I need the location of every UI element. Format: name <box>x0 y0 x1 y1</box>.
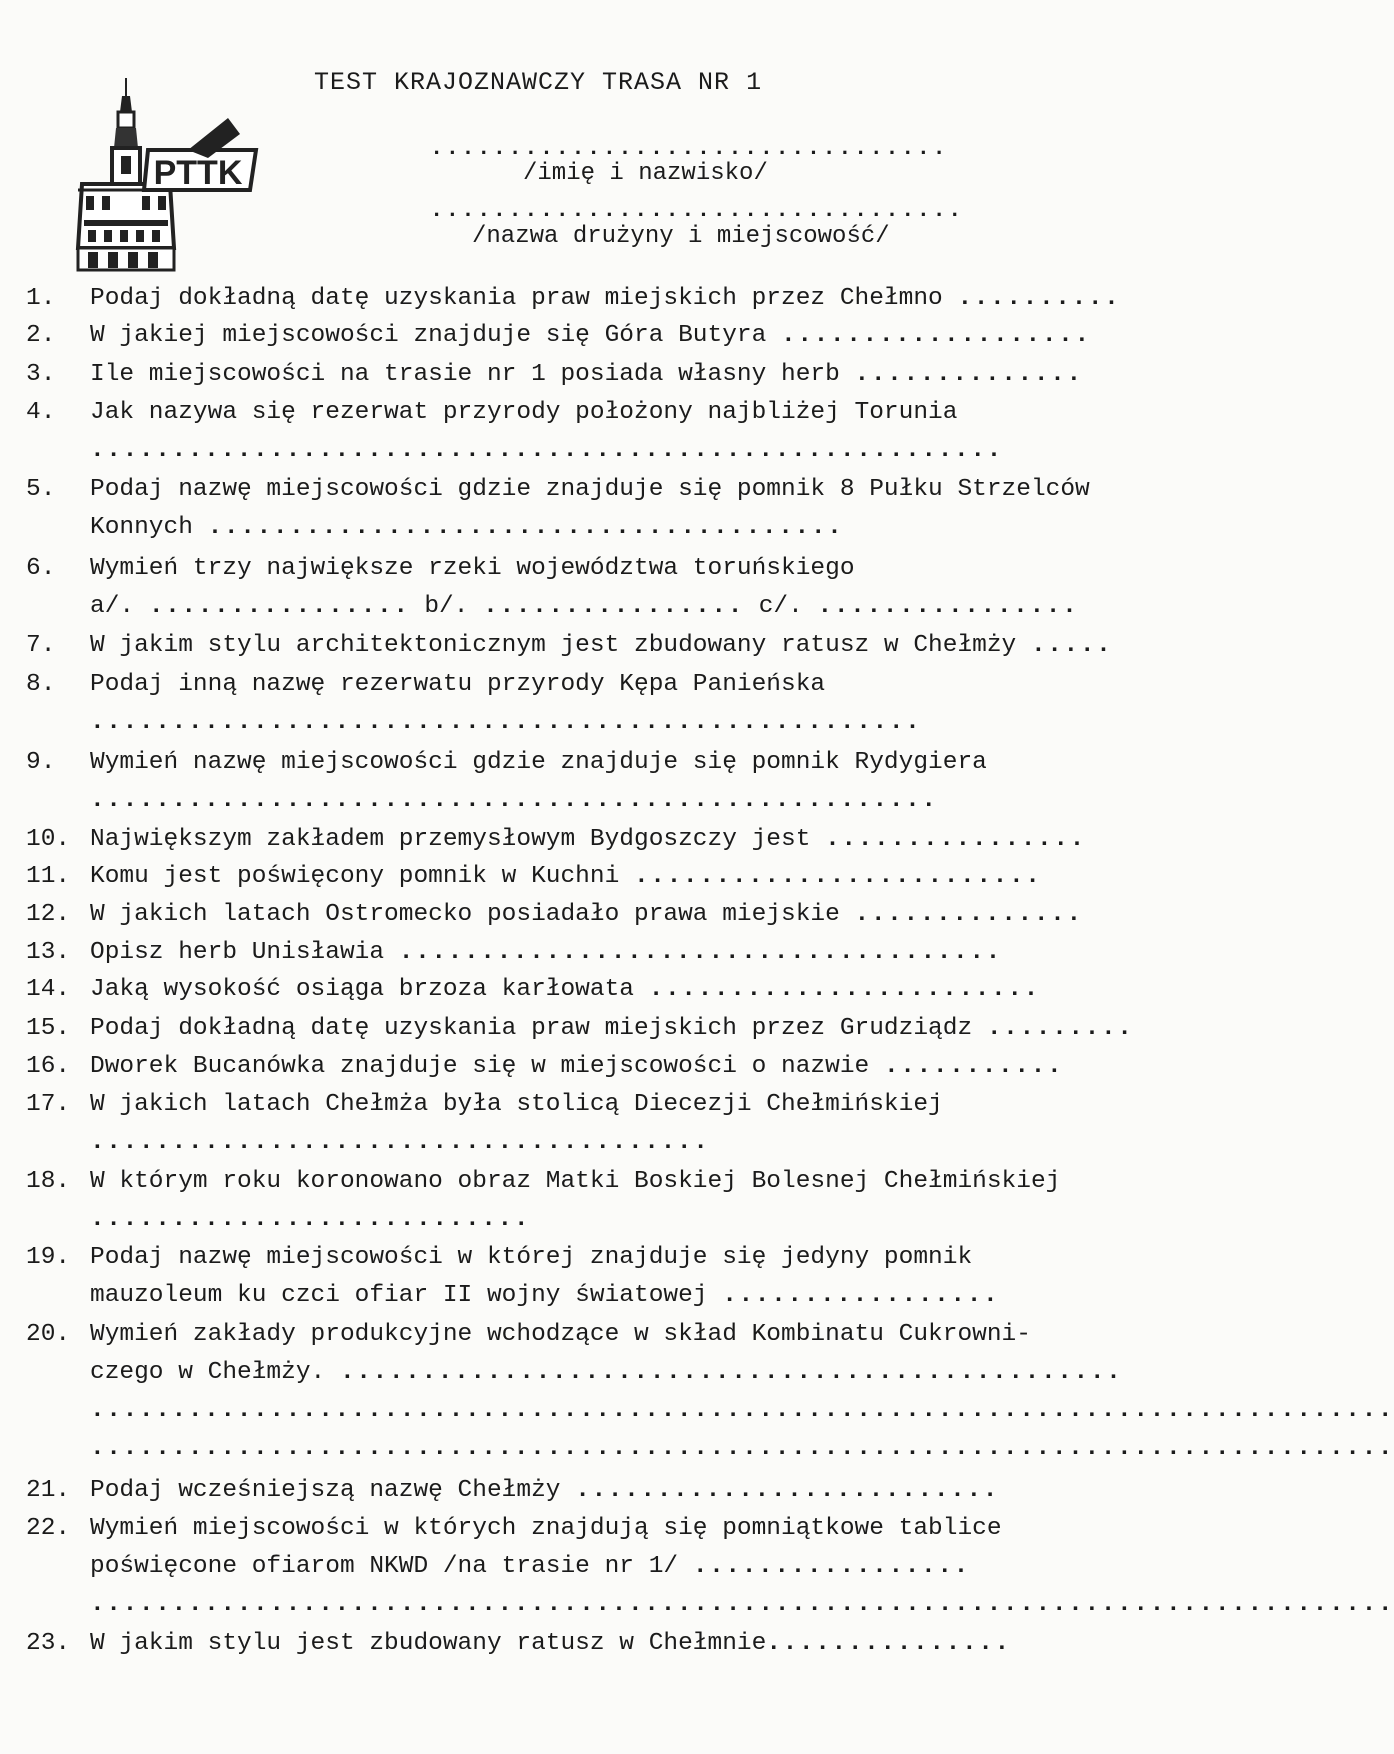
team-field-label: /nazwa drużyny i miejscowość/ <box>472 223 890 250</box>
question-line <box>26 280 1216 318</box>
question-line <box>26 1239 1216 1277</box>
question-number: 7. <box>26 632 56 659</box>
question-text: Największym zakładem przemysłowym Bydgoszczy jest <box>90 826 826 853</box>
answer-label: c/. <box>744 593 818 620</box>
question-line <box>26 858 1216 896</box>
question-item <box>26 1239 1216 1315</box>
question-number: 23. <box>26 1630 71 1657</box>
answer-blank[interactable]: ........................ <box>648 976 1040 1003</box>
answer-blank[interactable]: ................................................................................ <box>90 1591 1394 1618</box>
question-number: 8. <box>26 671 56 698</box>
answer-line <box>26 1392 1394 1430</box>
question-text: Dworek Bucanówka znajduje się w miejscowości o nazwie <box>90 1053 884 1080</box>
question-number: 21. <box>26 1477 71 1504</box>
question-number: 5. <box>26 476 56 503</box>
question-line <box>26 356 1216 394</box>
question-item <box>26 550 1216 626</box>
question-number: 22. <box>26 1515 71 1542</box>
question-number: 4. <box>26 399 56 426</box>
question-text: Jaką wysokość osiąga brzoza karłowata <box>90 976 649 1003</box>
answer-blank[interactable]: ................... <box>781 322 1091 349</box>
question-item <box>26 821 1216 859</box>
name-field-dots: ................................. <box>430 136 949 161</box>
name-field-label: /imię i nazwisko/ <box>523 160 768 187</box>
question-text: Podaj dokładną datę uzyskania praw miejskich przez Grudziądz <box>90 1015 987 1042</box>
answer-blank[interactable]: ................ <box>148 593 410 620</box>
question-item <box>26 1316 1394 1468</box>
answer-line <box>26 1277 1216 1315</box>
question-line <box>26 627 1216 665</box>
answer-line <box>26 704 1216 742</box>
question-item <box>26 1472 1216 1510</box>
answer-blank[interactable]: .................................................... <box>90 787 938 814</box>
question-text: Wymień zakłady produkcyjne wchodzące w skład Kombinatu Cukrowni- <box>90 1321 1031 1348</box>
answer-blank[interactable]: ................................................ <box>339 1359 1123 1386</box>
question-item <box>26 1163 1216 1239</box>
answer-blank[interactable]: ................................................................................ <box>90 1435 1394 1462</box>
question-text: W jakich latach Chełmża była stolicą Diecezji Chełmińskiej <box>90 1091 943 1118</box>
question-text: Podaj nazwę miejscowości w której znajduje się jedyny pomnik <box>90 1244 973 1271</box>
answer-line <box>26 588 1216 626</box>
question-text: Ile miejscowości na trasie nr 1 posiada własny herb <box>90 361 855 388</box>
question-number: 18. <box>26 1168 71 1195</box>
question-number: 20. <box>26 1321 71 1348</box>
answer-blank[interactable]: ..................................... <box>398 939 1002 966</box>
question-line <box>26 1625 1216 1663</box>
question-item <box>26 971 1216 1009</box>
answer-blank[interactable]: ............... <box>766 1630 1011 1657</box>
question-number: 6. <box>26 555 56 582</box>
pttk-logo-text: PTTK <box>153 154 243 192</box>
answer-line <box>26 1430 1394 1468</box>
question-item <box>26 1510 1394 1624</box>
question-number: 12. <box>26 901 71 928</box>
answer-line <box>26 1586 1394 1624</box>
answer-label: mauzoleum ku czci ofiar II wojny światowej <box>90 1282 723 1309</box>
question-number: 15. <box>26 1015 71 1042</box>
answer-blank[interactable]: ..... <box>1030 632 1113 659</box>
question-item <box>26 471 1216 547</box>
answer-blank[interactable]: ........... <box>883 1053 1064 1080</box>
question-item <box>26 666 1216 742</box>
answer-line <box>26 1354 1216 1392</box>
answer-blank[interactable]: .......... <box>957 285 1121 312</box>
question-line <box>26 1510 1216 1548</box>
answer-line <box>26 782 1216 820</box>
question-item <box>26 356 1216 394</box>
question-item <box>26 317 1216 355</box>
answer-blank[interactable]: ................. <box>722 1282 1000 1309</box>
question-text: Wymień trzy największe rzeki województwa toruńskiego <box>90 555 855 582</box>
question-item <box>26 934 1216 972</box>
answer-blank[interactable]: ................. <box>692 1553 970 1580</box>
question-text: Komu jest poświęcony pomnik w Kuchni <box>90 863 634 890</box>
question-item <box>26 627 1216 665</box>
question-number: 13. <box>26 939 71 966</box>
question-item <box>26 896 1216 934</box>
question-text: Podaj inną nazwę rezerwatu przyrody Kępa Panieńska <box>90 671 826 698</box>
question-number: 3. <box>26 361 56 388</box>
question-line <box>26 1163 1216 1201</box>
answer-blank[interactable]: ................ <box>817 593 1079 620</box>
answer-label: b/. <box>409 593 484 620</box>
answer-blank[interactable]: ........................... <box>90 1206 531 1233</box>
question-text: Wymień nazwę miejscowości gdzie znajduje się pomnik Rydygiera <box>90 749 987 776</box>
answer-label: poświęcone ofiarom NKWD /na trasie nr 1/ <box>90 1553 693 1580</box>
answer-line <box>26 1201 1216 1239</box>
question-line <box>26 971 1216 1009</box>
question-line <box>26 1472 1216 1510</box>
question-item <box>26 744 1216 820</box>
answer-blank[interactable]: ...................................... <box>90 1129 710 1156</box>
question-number: 1. <box>26 285 56 312</box>
answer-line <box>26 509 1216 547</box>
question-line <box>26 896 1216 934</box>
answer-blank[interactable]: .......................... <box>575 1477 1000 1504</box>
question-text: W jakim stylu architektonicznym jest zbudowany ratusz w Chełmży <box>90 632 1031 659</box>
question-line <box>26 1010 1216 1048</box>
answer-blank[interactable]: .............. <box>854 901 1083 928</box>
answer-blank[interactable]: ......................... <box>634 863 1042 890</box>
question-text: W jakiej miejscowości znajduje się Góra Butyra <box>90 322 782 349</box>
answer-blank[interactable]: ................ <box>483 593 745 620</box>
answer-blank[interactable]: ........................................................ <box>90 437 1003 464</box>
answer-label: Konnych <box>90 514 208 541</box>
question-text: Wymień miejscowości w których znajdują się pomniątkowe tablice <box>90 1515 1002 1542</box>
question-line <box>26 1048 1216 1086</box>
question-line <box>26 471 1216 509</box>
question-number: 14. <box>26 976 71 1003</box>
question-number: 9. <box>26 749 56 776</box>
answer-line <box>26 432 1216 470</box>
question-text: W jakim stylu jest zbudowany ratusz w Chełmnie <box>90 1630 767 1657</box>
question-text: Podaj wcześniejszą nazwę Chełmży <box>90 1477 576 1504</box>
question-text: W którym roku koronowano obraz Matki Boskiej Bolesnej Chełmińskiej <box>90 1168 1061 1195</box>
answer-blank[interactable]: ................................................... <box>90 709 922 736</box>
question-item <box>26 280 1216 318</box>
question-item <box>26 858 1216 896</box>
answer-line <box>26 1548 1216 1586</box>
question-number: 10. <box>26 826 71 853</box>
answer-label: czego w Chełmży. <box>90 1359 340 1386</box>
question-text: W jakich latach Ostromecko posiadało prawa miejskie <box>90 901 855 928</box>
question-line <box>26 317 1216 355</box>
question-line <box>26 821 1216 859</box>
question-line <box>26 666 1216 704</box>
question-number: 16. <box>26 1053 71 1080</box>
question-line <box>26 1316 1216 1354</box>
team-field-dots: .................................. <box>430 198 964 223</box>
answer-blank[interactable]: .............. <box>854 361 1083 388</box>
answer-blank[interactable]: ................ <box>825 826 1086 853</box>
question-text: Podaj dokładną datę uzyskania praw miejskich przez Chełmno <box>90 285 958 312</box>
page-title: TEST KRAJOZNAWCZY TRASA NR 1 <box>314 68 763 97</box>
question-number: 2. <box>26 322 56 349</box>
town-hall-pttk-logo-icon <box>78 78 268 270</box>
question-text: Podaj nazwę miejscowości gdzie znajduje się pomnik 8 Pułku Strzelców <box>90 476 1090 503</box>
question-text: Opisz herb Unisławia <box>90 939 399 966</box>
question-item <box>26 1010 1216 1048</box>
question-number: 11. <box>26 863 71 890</box>
question-line <box>26 394 1216 432</box>
question-number: 17. <box>26 1091 71 1118</box>
question-item <box>26 1625 1216 1663</box>
question-item <box>26 394 1216 470</box>
question-line <box>26 934 1216 972</box>
question-text: Jak nazywa się rezerwat przyrody położony najbliżej Torunia <box>90 399 958 426</box>
answer-label: a/. <box>90 593 149 620</box>
question-item <box>26 1048 1216 1086</box>
question-number: 19. <box>26 1244 71 1271</box>
answer-blank[interactable]: ......... <box>986 1015 1134 1042</box>
question-item <box>26 1086 1216 1162</box>
question-line <box>26 1086 1216 1124</box>
answer-blank[interactable]: ................................................................................ <box>90 1397 1394 1424</box>
answer-line <box>26 1124 1216 1162</box>
answer-blank[interactable]: ....................................... <box>207 514 844 541</box>
question-line <box>26 550 1216 588</box>
question-line <box>26 744 1216 782</box>
